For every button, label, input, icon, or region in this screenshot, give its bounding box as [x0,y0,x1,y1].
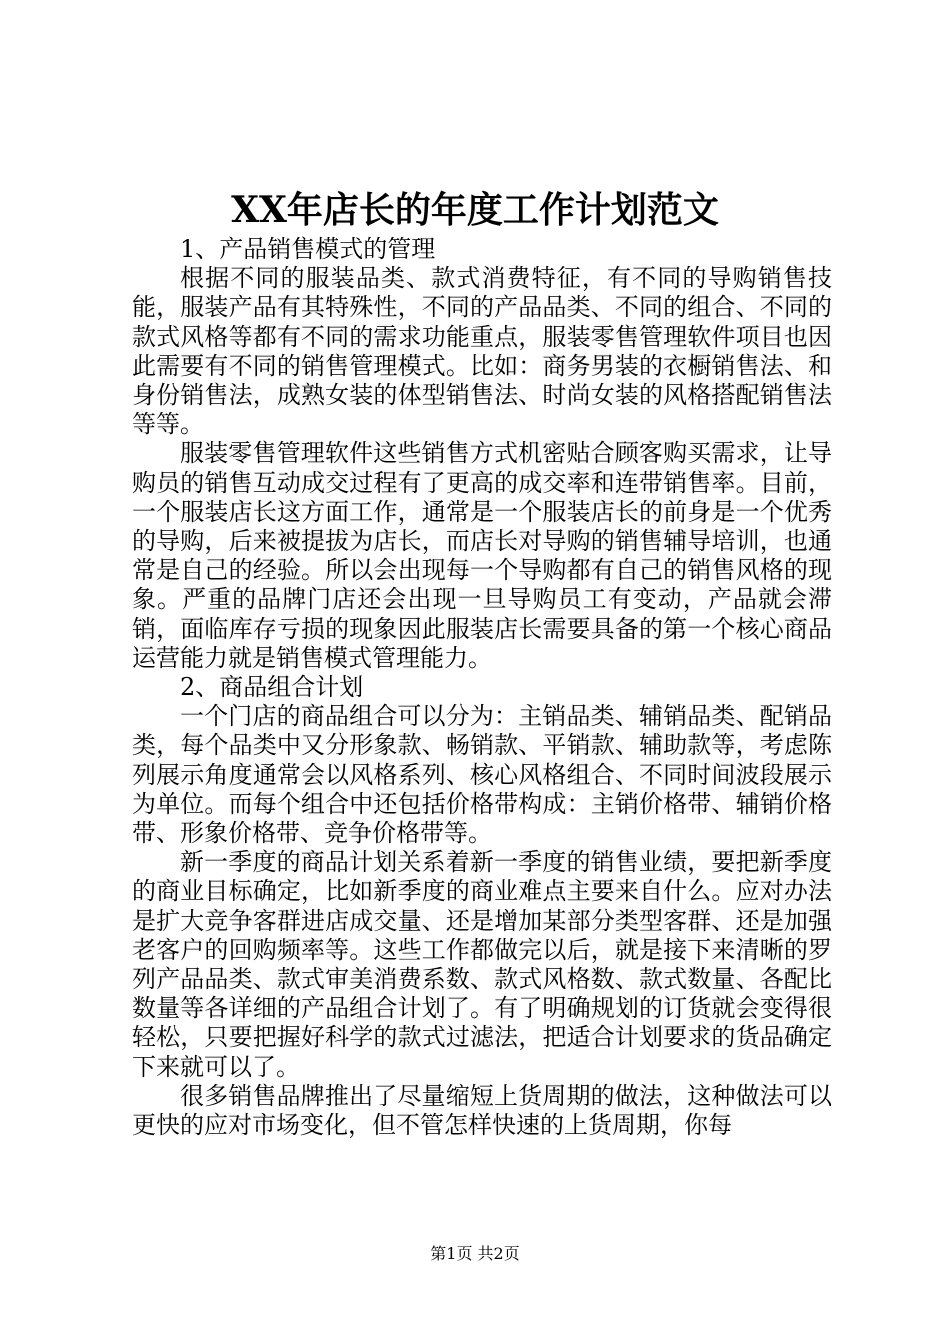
body-paragraph: 根据不同的服装品类、款式消费特征，有不同的导购销售技能，服装产品有其特殊性，不同的产品品类、不同的组合、不同的款式风格等都有不同的需求功能重点，服装零售管理软件项目也因此需要有不同的销售管理模式。比如：商务男装的衣橱销售法、和身份销售法，成熟女装的体型销售法、时尚女装的风格搭配销售法等等。 [132,264,832,439]
page-footer: 第1页 共2页 [430,1244,520,1263]
section-heading: 2、商品组合计划 [180,673,364,702]
document-body [132,235,832,1140]
body-paragraph: 很多销售品牌推出了尽量缩短上货周期的做法，这种做法可以更快的应对市场变化，但不管怎样快速的上货周期，你每 [132,1081,832,1140]
section-heading: 1、产品销售模式的管理 [180,235,436,263]
body-paragraph: 一个门店的商品组合可以分为：主销品类、辅销品类、配销品类，每个品类中又分形象款、畅销款、平销款、辅助款等，考虑陈列展示角度通常会以风格系列、核心风格组合、不同时间波段展示为单位。而每个组合中还包括价格带构成：主销价格带、辅销价格带、形象价格带、竞争价格带等。 [132,702,832,848]
document-title: XX年店长的年度工作计划范文 [231,189,719,231]
body-paragraph: 服装零售管理软件这些销售方式机密贴合顾客购买需求，让导购员的销售互动成交过程有了更高的成交率和连带销售率。目前，一个服装店长这方面工作，通常是一个服装店长的前身是一个优秀的导购，后来被提拔为店长，而店长对导购的销售辅导培训，也通常是自己的经验。所以会出现每一个导购都有自己的销售风格的现象。严重的品牌门店还会出现一旦导购员工有变动，产品就会滞销，面临库存亏损的现象因此服装店长需要具备的第一个核心商品运营能力就是销售模式管理能力。 [132,439,832,672]
body-paragraph: 新一季度的商品计划关系着新一季度的销售业绩，要把新季度的商业目标确定，比如新季度的商业难点主要来自什么。应对办法是扩大竞争客群进店成交量、还是增加某部分类型客群、还是加强老客户的回购频率等。这些工作都做完以后，就是接下来清晰的罗列产品品类、款式审美消费系数、款式风格数、款式数量、各配比数量等各详细的产品组合计划了。有了明确规划的订货就会变得很轻松，只要把握好科学的款式过滤法，把适合计划要求的货品确定下来就可以了。 [132,848,832,1081]
